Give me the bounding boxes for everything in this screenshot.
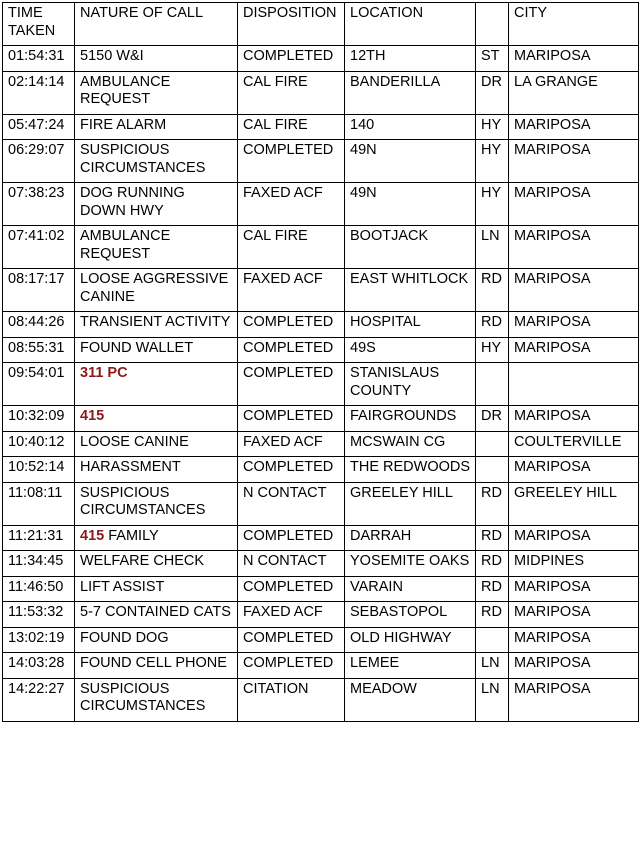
disposition-cell: COMPLETED (238, 140, 345, 183)
location-cell: YOSEMITE OAKS (345, 551, 476, 577)
street-suffix-cell: RD (476, 551, 509, 577)
location-cell: THE REDWOODS (345, 457, 476, 483)
nature-of-call-cell (75, 406, 238, 432)
street-suffix-cell: LN (476, 653, 509, 679)
location-cell: STANISLAUS COUNTY (345, 363, 476, 406)
nature-of-call-cell (75, 269, 238, 312)
street-suffix-cell: HY (476, 183, 509, 226)
street-suffix-cell: LN (476, 678, 509, 721)
location-cell: MEADOW (345, 678, 476, 721)
header-disposition: DISPOSITION (238, 3, 345, 46)
nature-of-call-cell (75, 602, 238, 628)
nature-of-call-cell (75, 312, 238, 338)
call-time-cell: 14:03:28 (3, 653, 75, 679)
call-time-cell: 11:46:50 (3, 576, 75, 602)
city-cell: MARIPOSA (509, 602, 639, 628)
city-cell: MARIPOSA (509, 457, 639, 483)
street-suffix-cell: RD (476, 269, 509, 312)
nature-of-call-cell (75, 431, 238, 457)
nature-of-call-cell (75, 627, 238, 653)
call-time-cell: 08:44:26 (3, 312, 75, 338)
header-street-suffix (476, 3, 509, 46)
street-suffix-cell: RD (476, 602, 509, 628)
nature-text: SUSPICIOUS CIRCUMSTANCES (80, 484, 206, 518)
nature-text: 5-7 CONTAINED CATS (80, 604, 231, 620)
location-cell: MCSWAIN CG (345, 431, 476, 457)
table-row (3, 576, 639, 602)
city-cell: MARIPOSA (509, 226, 639, 269)
call-time-cell: 08:17:17 (3, 269, 75, 312)
nature-of-call-cell (75, 576, 238, 602)
city-cell: MIDPINES (509, 551, 639, 577)
nature-of-call-cell (75, 46, 238, 72)
nature-text: FOUND DOG (80, 629, 169, 646)
table-row (3, 525, 639, 551)
table-row (3, 46, 639, 72)
disposition-cell: COMPLETED (238, 653, 345, 679)
table-row (3, 114, 639, 140)
call-time-cell: 11:21:31 (3, 525, 75, 551)
disposition-cell: COMPLETED (238, 525, 345, 551)
street-suffix-cell: RD (476, 312, 509, 338)
header-city: CITY (509, 3, 639, 46)
table-row (3, 627, 639, 653)
nature-text: WELFARE CHECK (80, 553, 205, 569)
table-row (3, 312, 639, 338)
location-cell: EAST WHITLOCK (345, 269, 476, 312)
location-cell: VARAIN (345, 576, 476, 602)
call-time-cell: 14:22:27 (3, 678, 75, 721)
location-cell: 49S (345, 337, 476, 363)
street-suffix-cell: HY (476, 114, 509, 140)
location-cell: 49N (345, 140, 476, 183)
street-suffix-cell (476, 431, 509, 457)
nature-of-call-cell (75, 363, 238, 406)
table-row (3, 678, 639, 721)
nature-of-call-cell (75, 678, 238, 721)
disposition-cell: COMPLETED (238, 337, 345, 363)
call-time-cell: 11:34:45 (3, 551, 75, 577)
street-suffix-cell: RD (476, 525, 509, 551)
nature-text: SUSPICIOUS CIRCUMSTANCES (80, 142, 206, 176)
call-time-cell: 10:32:09 (3, 406, 75, 432)
call-time-cell: 05:47:24 (3, 114, 75, 140)
table-row (3, 457, 639, 483)
disposition-cell: COMPLETED (238, 363, 345, 406)
nature-text: FAMILY (104, 527, 159, 544)
city-cell: MARIPOSA (509, 678, 639, 721)
table-row (3, 269, 639, 312)
city-cell: MARIPOSA (509, 312, 639, 338)
city-cell: MARIPOSA (509, 337, 639, 363)
call-time-cell: 13:02:19 (3, 627, 75, 653)
location-cell: DARRAH (345, 525, 476, 551)
table-row (3, 551, 639, 577)
table-row (3, 337, 639, 363)
table-row (3, 431, 639, 457)
location-cell: 12TH (345, 46, 476, 72)
street-suffix-cell: ST (476, 46, 509, 72)
city-cell: MARIPOSA (509, 46, 639, 72)
penal-code: 415 (80, 527, 105, 544)
call-time-cell: 06:29:07 (3, 140, 75, 183)
table-row (3, 140, 639, 183)
nature-of-call-cell (75, 337, 238, 363)
street-suffix-cell: DR (476, 406, 509, 432)
call-time-cell: 02:14:14 (3, 71, 75, 114)
disposition-cell: COMPLETED (238, 457, 345, 483)
city-cell: MARIPOSA (509, 576, 639, 602)
call-time-cell: 10:40:12 (3, 431, 75, 457)
street-suffix-cell: RD (476, 482, 509, 525)
nature-of-call-cell (75, 226, 238, 269)
call-log-table (2, 2, 639, 722)
disposition-cell: FAXED ACF (238, 431, 345, 457)
disposition-cell: CAL FIRE (238, 114, 345, 140)
table-row (3, 363, 639, 406)
table-row (3, 406, 639, 432)
disposition-cell: COMPLETED (238, 406, 345, 432)
nature-text: TRANSIENT ACTIVITY (80, 314, 231, 330)
street-suffix-cell: DR (476, 71, 509, 114)
nature-of-call-cell (75, 653, 238, 679)
location-cell: BANDERILLA (345, 71, 476, 114)
nature-of-call-cell (75, 140, 238, 183)
nature-of-call-cell (75, 551, 238, 577)
nature-of-call-cell (75, 71, 238, 114)
table-row (3, 71, 639, 114)
city-cell: COULTERVILLE (509, 431, 639, 457)
header-location: LOCATION (345, 3, 476, 46)
call-time-cell: 07:41:02 (3, 226, 75, 269)
disposition-cell: COMPLETED (238, 46, 345, 72)
disposition-cell: COMPLETED (238, 627, 345, 653)
city-cell: MARIPOSA (509, 525, 639, 551)
location-cell: BOOTJACK (345, 226, 476, 269)
street-suffix-cell: LN (476, 226, 509, 269)
disposition-cell: FAXED ACF (238, 602, 345, 628)
disposition-cell: COMPLETED (238, 312, 345, 338)
nature-text: LOOSE CANINE (80, 433, 189, 450)
street-suffix-cell (476, 457, 509, 483)
location-cell: FAIRGROUNDS (345, 406, 476, 432)
table-row (3, 226, 639, 269)
nature-of-call-cell (75, 525, 238, 551)
call-log-body (3, 46, 639, 722)
penal-code: 415 (80, 408, 105, 424)
city-cell: MARIPOSA (509, 406, 639, 432)
street-suffix-cell (476, 627, 509, 653)
city-cell: MARIPOSA (509, 183, 639, 226)
nature-of-call-cell (75, 114, 238, 140)
city-cell: MARIPOSA (509, 627, 639, 653)
nature-text: AMBULANCE REQUEST (80, 228, 171, 262)
nature-text: FOUND WALLET (80, 339, 194, 356)
nature-of-call-cell (75, 457, 238, 483)
call-time-cell: 08:55:31 (3, 337, 75, 363)
call-time-cell: 11:53:32 (3, 602, 75, 628)
header-nature-of-call: NATURE OF CALL (75, 3, 238, 46)
disposition-cell: FAXED ACF (238, 183, 345, 226)
nature-text: HARASSMENT (80, 459, 181, 475)
table-row (3, 482, 639, 525)
call-time-cell: 11:08:11 (3, 482, 75, 525)
street-suffix-cell: RD (476, 576, 509, 602)
city-cell: GREELEY HILL (509, 482, 639, 525)
city-cell: MARIPOSA (509, 114, 639, 140)
nature-text: FIRE ALARM (80, 116, 167, 133)
disposition-cell: COMPLETED (238, 576, 345, 602)
city-cell: MARIPOSA (509, 653, 639, 679)
penal-code: 311 PC (80, 365, 128, 381)
city-cell: MARIPOSA (509, 269, 639, 312)
city-cell: MARIPOSA (509, 140, 639, 183)
location-cell: 140 (345, 114, 476, 140)
disposition-cell: CAL FIRE (238, 226, 345, 269)
table-row (3, 183, 639, 226)
location-cell: HOSPITAL (345, 312, 476, 338)
nature-text: FOUND CELL PHONE (80, 655, 227, 671)
disposition-cell: FAXED ACF (238, 269, 345, 312)
nature-text: SUSPICIOUS CIRCUMSTANCES (80, 680, 206, 714)
call-time-cell: 10:52:14 (3, 457, 75, 483)
location-cell: LEMEE (345, 653, 476, 679)
table-row (3, 653, 639, 679)
nature-text: LOOSE AGGRESSIVE CANINE (80, 271, 229, 305)
call-time-cell: 01:54:31 (3, 46, 75, 72)
street-suffix-cell: HY (476, 337, 509, 363)
nature-text: 5150 W&I (80, 48, 144, 64)
city-cell: LA GRANGE (509, 71, 639, 114)
disposition-cell: N CONTACT (238, 482, 345, 525)
table-row (3, 602, 639, 628)
header-time-taken: TIME TAKEN (3, 3, 75, 46)
city-cell (509, 363, 639, 406)
nature-text: LIFT ASSIST (80, 578, 165, 595)
disposition-cell: N CONTACT (238, 551, 345, 577)
street-suffix-cell: HY (476, 140, 509, 183)
disposition-cell: CAL FIRE (238, 71, 345, 114)
location-cell: GREELEY HILL (345, 482, 476, 525)
disposition-cell: CITATION (238, 678, 345, 721)
nature-text: AMBULANCE REQUEST (80, 73, 171, 107)
nature-of-call-cell (75, 482, 238, 525)
call-time-cell: 07:38:23 (3, 183, 75, 226)
nature-of-call-cell (75, 183, 238, 226)
nature-text: DOG RUNNING DOWN HWY (80, 185, 185, 219)
street-suffix-cell (476, 363, 509, 406)
location-cell: OLD HIGHWAY (345, 627, 476, 653)
location-cell: SEBASTOPOL (345, 602, 476, 628)
header-row (3, 3, 639, 46)
call-time-cell: 09:54:01 (3, 363, 75, 406)
location-cell: 49N (345, 183, 476, 226)
